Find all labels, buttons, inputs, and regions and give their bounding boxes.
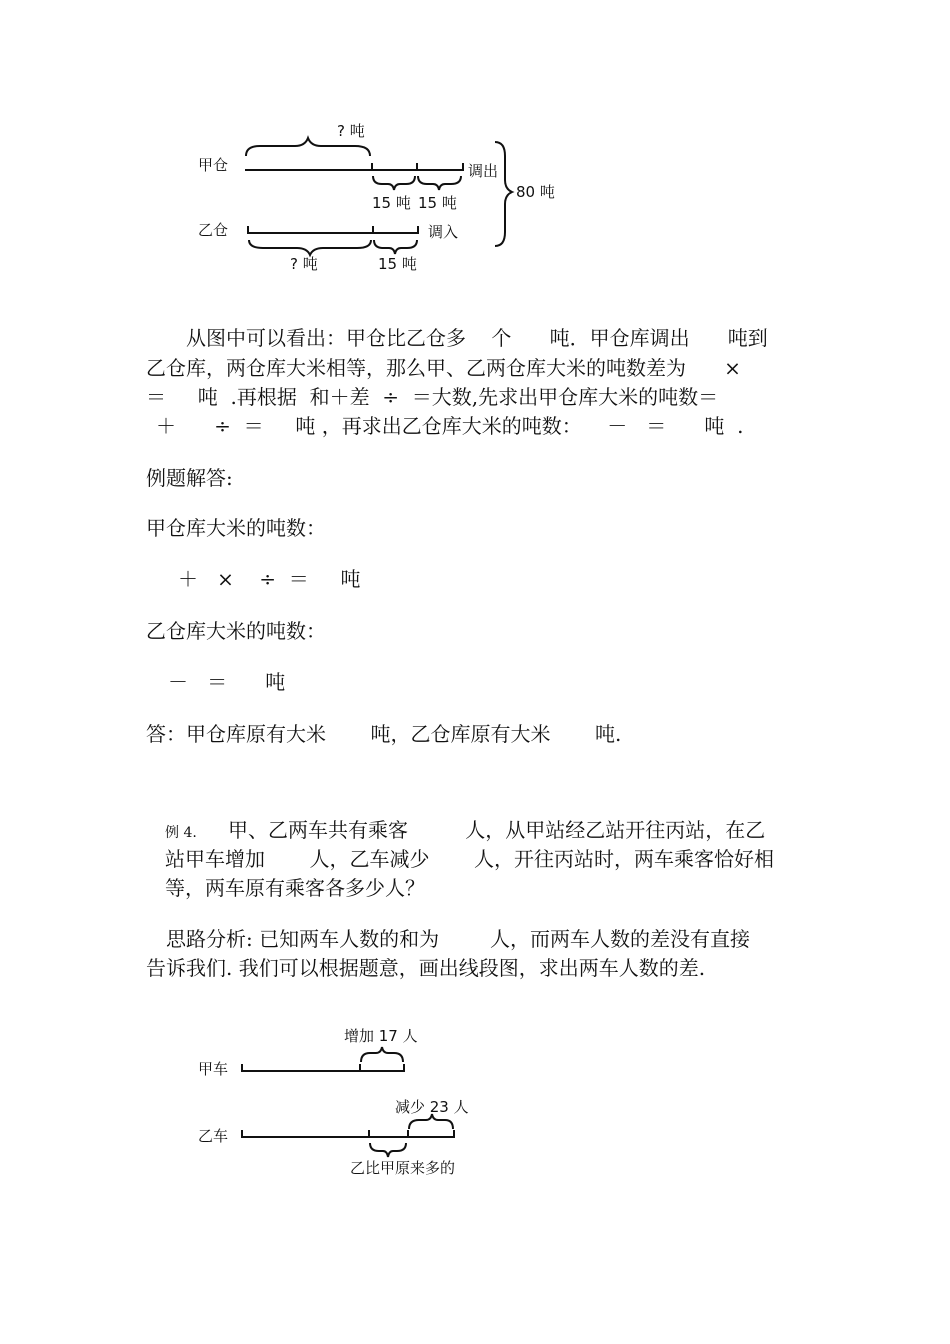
brace-add <box>361 1047 403 1062</box>
solution-q1: 甲仓库大米的吨数： <box>146 516 326 540</box>
solution-eq1: ＋ × ÷ ＝ 吨 <box>178 567 361 591</box>
label-b-unknown: ? 吨 <box>290 255 318 273</box>
label-bus-b: 乙车 <box>198 1127 229 1145</box>
label-minus-23: 减少 23 人 <box>395 1098 469 1116</box>
label-warehouse-b: 乙仓 <box>198 221 229 239</box>
analysis-line-3: ＝ 吨 .再根据 和＋差 ÷ ＝大数,先求出甲仓库大米的吨数＝ <box>146 385 719 409</box>
label-bus-a: 甲车 <box>198 1060 229 1078</box>
label-15-c: 15 吨 <box>378 255 417 273</box>
solution-q2: 乙仓库大米的吨数： <box>146 619 326 643</box>
example4-line-3: 等，两车原有乘客各多少人？ <box>165 876 425 900</box>
label-top-unknown: ? 吨 <box>337 122 365 140</box>
example4-number: 例 4. <box>165 825 197 841</box>
label-transfer-in: 调入 <box>428 223 459 241</box>
brace-diff <box>370 1143 406 1157</box>
analysis-line-1: 从图中可以看出：甲仓比乙仓多 个 吨．甲仓库调出 吨到 <box>186 326 768 350</box>
label-total: 80 吨 <box>516 183 555 201</box>
label-transfer-out: 调出 <box>468 162 499 180</box>
thinking-line-2: 告诉我们. 我们可以根据题意，画出线段图，求出两车人数的差. <box>146 956 706 980</box>
label-add-17: 增加 17 人 <box>344 1027 418 1045</box>
label-15-a: 15 吨 <box>372 194 411 212</box>
label-15-b: 15 吨 <box>418 194 457 212</box>
example4-line-2: 站甲车增加 人，乙车减少 人，开往丙站时，两车乘客恰好相 <box>165 847 775 871</box>
label-warehouse-a: 甲仓 <box>198 156 229 174</box>
solution-answer: 答：甲仓库原有大米 吨，乙仓库原有大米 吨. <box>146 722 622 746</box>
brace-minus <box>409 1114 453 1129</box>
example4-line-1: 甲、乙两车共有乘客 人，从甲站经乙站开往丙站，在乙 <box>228 818 766 842</box>
analysis-line-2: 乙仓库，两仓库大米相等，那么甲、乙两仓库大米的吨数差为 × <box>146 356 741 380</box>
solution-eq2: － ＝ 吨 <box>168 670 286 694</box>
thinking-line-1: 思路分析: 已知两车人数的和为 人，而两车人数的差没有直接 <box>166 927 750 951</box>
solution-heading: 例题解答: <box>146 466 233 490</box>
label-diff: 乙比甲原来多的 <box>350 1159 456 1177</box>
analysis-line-4: ＋ ÷ ＝ 吨 ，再求出乙仓库大米的吨数： － ＝ 吨 . <box>156 414 744 438</box>
